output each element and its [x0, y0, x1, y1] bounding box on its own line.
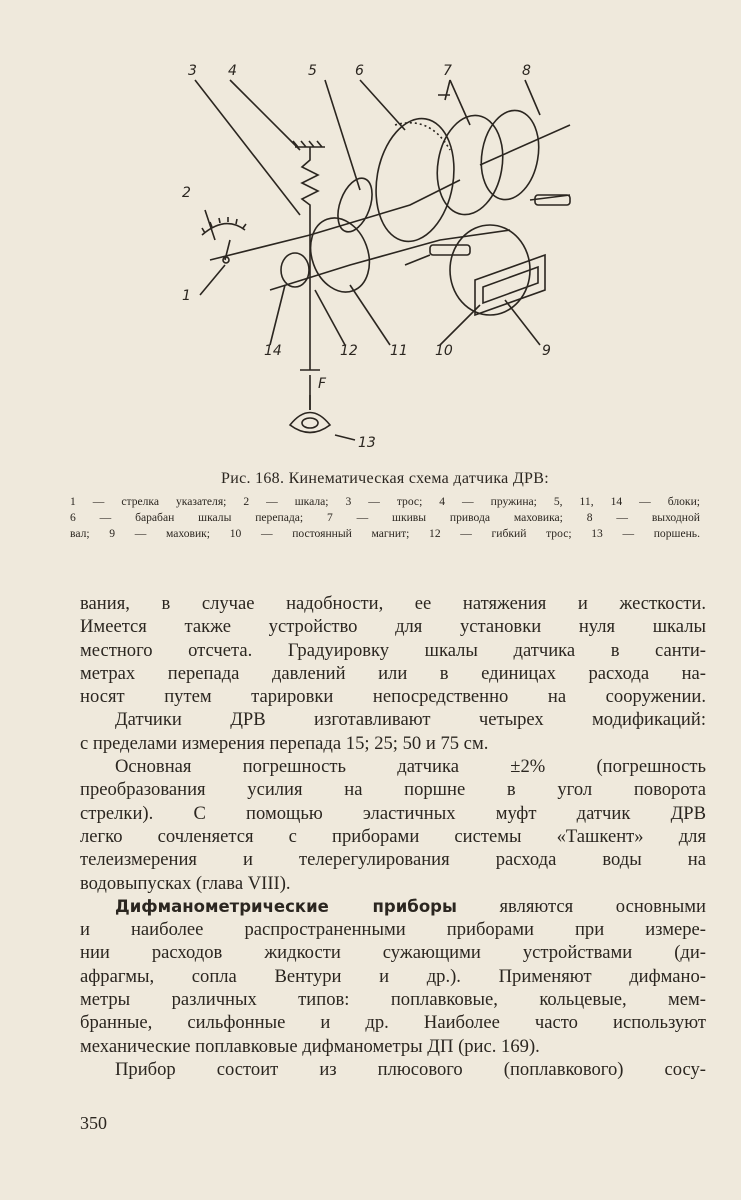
paragraph	[80, 1058, 706, 1081]
pulley-7	[430, 110, 510, 220]
text-line: стрелки). С помощью эластичных муфт датчик ДРВ	[80, 802, 706, 824]
text-line: нии расходов жидкости сужающими устройствами (ди-	[80, 942, 706, 964]
text-line: и наиболее распространенными приборами при измере-	[80, 919, 706, 941]
text-line: Датчики ДРВ изготавливают четырех модификаций:	[115, 709, 706, 731]
scale-2	[202, 224, 245, 235]
text-line: вания, в случае надобности, ее натяжения и жесткости.	[80, 593, 706, 614]
pulley-11	[301, 210, 380, 301]
text-line: телеизмерения и телерегулирования расхода воды на	[80, 849, 706, 871]
text-fragment: являются основными	[456, 895, 706, 917]
text-line: механические поплавковые дифманометры ДП (рис. 169).	[80, 1035, 540, 1057]
text-line: афрагмы, сопла Вентури и др.). Применяют дифмано-	[80, 965, 706, 987]
label-3: 3	[188, 63, 197, 79]
text-line: Прибор состоит из плюсового (поплавкового) сосу-	[115, 1058, 706, 1080]
kinematic-diagram	[150, 55, 630, 465]
legend-line: вал; 9 — маховик; 10 — постоянный магнит; 12 — гибкий трос; 13 — поршень.	[70, 527, 700, 540]
label-5: 5	[308, 63, 317, 79]
text-line: метрах перепада давлений или в единицах расхода на-	[80, 662, 706, 684]
piston-13	[290, 413, 330, 433]
output-shaft-8	[480, 125, 570, 165]
pulley-7b	[475, 106, 546, 204]
body-text	[80, 592, 706, 1081]
text-line	[80, 895, 706, 918]
label-7: 7	[443, 63, 452, 79]
diagram-svg	[150, 55, 630, 465]
text-line: метры различных типов: поплавковые, кольцевые, мем-	[80, 989, 706, 1011]
label-9: 9	[542, 343, 551, 359]
label-11: 11	[390, 343, 408, 359]
label-F: F	[318, 376, 327, 392]
text-line: носят путем тарировки непосредственно на сооружении.	[80, 686, 706, 708]
figure-caption	[70, 470, 700, 542]
label-8: 8	[522, 63, 531, 79]
paragraph	[80, 755, 706, 895]
bold-term: Дифманометрические приборы	[115, 896, 457, 916]
flywheel-9	[450, 225, 530, 315]
spring-mount	[293, 141, 325, 147]
legend-line: 1 — стрелка указателя; 2 — шкала; 3 — трос; 4 — пружина; 5, 11, 14 — блоки;	[70, 495, 700, 508]
text-line: преобразования усилия на поршне в угол поворота	[80, 779, 706, 801]
text-line: бранные, сильфонные и др. Наиболее часто используют	[80, 1012, 706, 1034]
cable-3	[195, 80, 300, 215]
page-number: 350	[80, 1113, 107, 1133]
paragraph	[80, 895, 706, 1058]
caption-title: Рис. 168. Кинематическая схема датчика ДРВ:	[221, 470, 549, 487]
label-12: 12	[340, 343, 358, 359]
label-2: 2	[182, 185, 191, 201]
label-10: 10	[435, 343, 453, 359]
text-line: Имеется также устройство для установки нуля шкалы	[80, 616, 706, 638]
label-4: 4	[228, 63, 237, 79]
text-line: местного отсчета. Градуировку шкалы датчика в санти-	[80, 639, 706, 661]
text-line: легко сочленяется с приборами системы «Ташкент» для	[80, 825, 706, 847]
label-14: 14	[264, 343, 282, 359]
paragraph	[80, 592, 706, 708]
paragraph	[80, 708, 706, 755]
text-line: Основная погрешность датчика ±2% (погрешность	[115, 756, 706, 778]
caption-legend	[70, 494, 700, 542]
label-6: 6	[355, 63, 364, 79]
text-line: водовыпусках (глава VIII).	[80, 872, 291, 894]
text-line: с пределами измерения перепада 15; 25; 50 и 75 см.	[80, 732, 489, 754]
label-1: 1	[182, 288, 191, 304]
label-13: 13	[358, 435, 376, 451]
shaft-1	[210, 180, 460, 260]
legend-line: 6 — барабан шкалы перепада; 7 — шкивы привода маховика; 8 — выходной	[70, 511, 700, 524]
